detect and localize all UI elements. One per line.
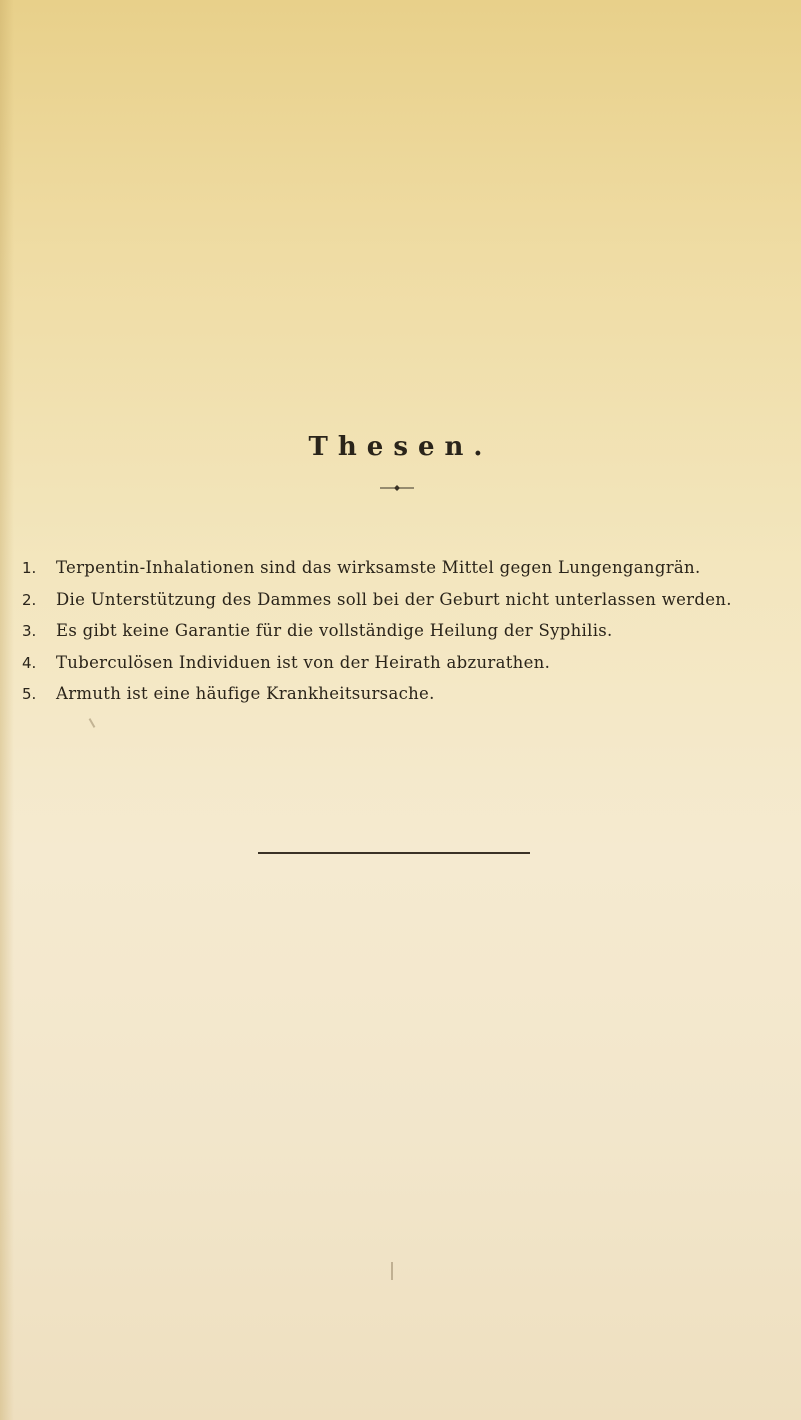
thesis-number: 4. [22, 653, 37, 672]
thesis-text: Es gibt keine Garantie für die vollständige Heilung der Syphilis. [56, 621, 613, 640]
thesis-text: Terpentin-Inhalationen sind das wirksamste Mittel gegen Lungengangrän. [56, 558, 701, 577]
thesis-item [22, 684, 797, 716]
thesis-text: Tuberculösen Individuen ist von der Heirath abzurathen. [56, 652, 551, 672]
closing-rule [258, 852, 530, 854]
thesis-item [22, 558, 797, 590]
thesis-text: Die Unterstützung des Dammes soll bei der Geburt nicht unterlassen werden. [56, 589, 732, 609]
thesis-text: Armuth ist eine häufige Krankheitsursache. [56, 684, 435, 703]
thesis-number: 5. [22, 685, 37, 703]
paper-speck [391, 1262, 393, 1280]
thesis-item [22, 653, 797, 685]
thesis-item [22, 621, 797, 653]
thesis-number: 1. [22, 559, 37, 577]
title-ornament [380, 483, 414, 493]
page-edge [0, 0, 14, 1420]
thesis-number: 2. [22, 590, 37, 609]
thesis-item [22, 590, 797, 622]
thesis-number: 3. [22, 622, 37, 640]
paper-speck [89, 718, 96, 728]
page-title: Thesen. [308, 432, 493, 462]
theses-list [22, 558, 797, 716]
